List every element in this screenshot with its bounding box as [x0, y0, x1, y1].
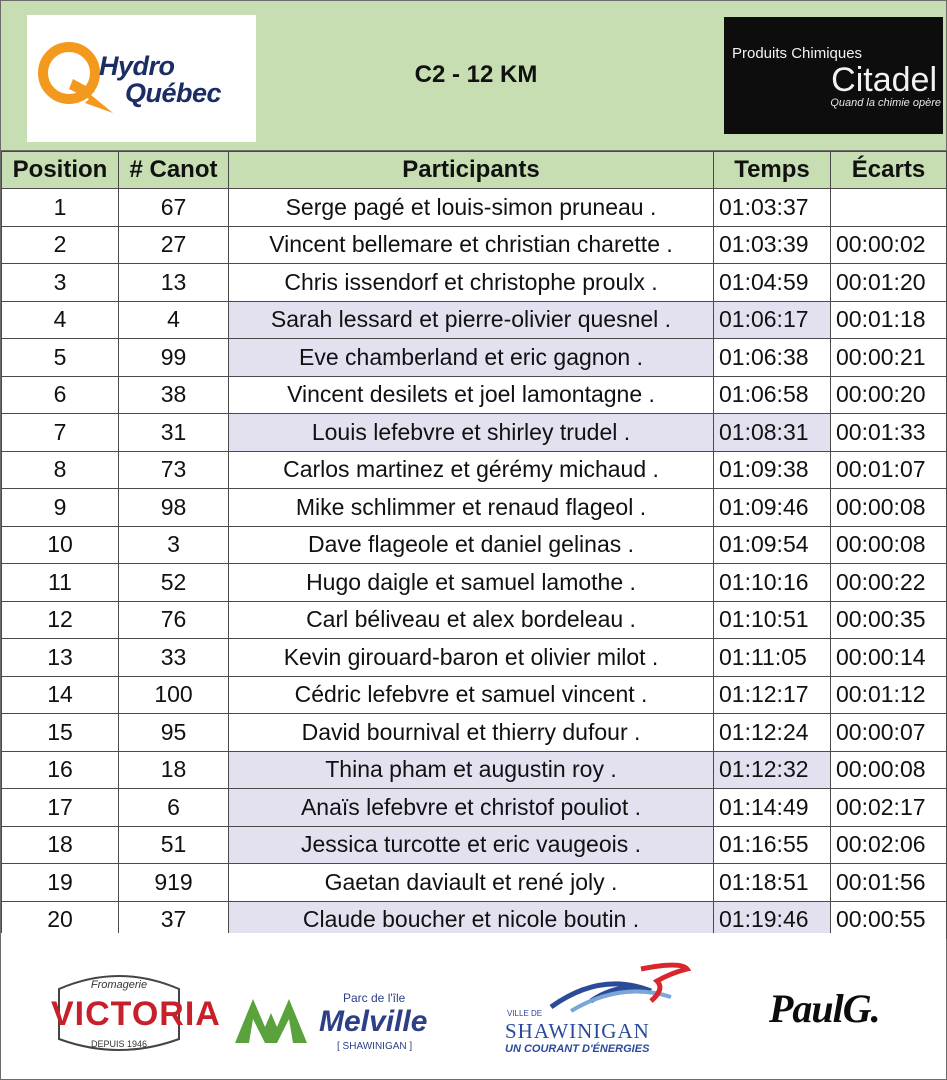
table-row [2, 264, 947, 302]
cell-position: 16 [2, 751, 119, 789]
shawinigan-ville: VILLE DE [507, 1009, 543, 1018]
melville-logo [233, 983, 453, 1063]
hydro-quebec-word1: Hydro [99, 51, 175, 81]
cell-participants: Anaïs lefebvre et christof pouliot . [229, 789, 714, 827]
victoria-sub: DEPUIS 1946 [90, 1039, 148, 1049]
cell-ecart: 00:00:55 [831, 901, 947, 939]
cell-canot: 38 [119, 376, 229, 414]
table-row [2, 189, 947, 227]
cell-position: 10 [2, 526, 119, 564]
cell-position: 12 [2, 601, 119, 639]
cell-temps: 01:04:59 [714, 264, 831, 302]
cell-canot: 67 [119, 189, 229, 227]
cell-position: 13 [2, 639, 119, 677]
shawinigan-wave-icon [541, 961, 691, 1017]
melville-small: Parc de l'île [343, 991, 406, 1005]
table-row [2, 751, 947, 789]
cell-canot: 98 [119, 489, 229, 527]
shawinigan-logo [501, 961, 691, 1061]
citadel-line1: Produits Chimiques [732, 45, 863, 62]
cell-canot: 37 [119, 901, 229, 939]
table-row [2, 826, 947, 864]
cell-participants: Gaetan daviault et rené joly . [229, 864, 714, 902]
cell-temps: 01:06:58 [714, 376, 831, 414]
table-row [2, 714, 947, 752]
header-band [1, 1, 946, 151]
cell-position: 11 [2, 564, 119, 602]
cell-participants: Eve chamberland et eric gagnon . [229, 339, 714, 377]
cell-position: 14 [2, 676, 119, 714]
citadel-tagline: Quand la chimie opère [830, 97, 941, 109]
cell-position: 3 [2, 264, 119, 302]
cell-ecart: 00:00:08 [831, 751, 947, 789]
cell-temps: 01:03:39 [714, 226, 831, 264]
cell-temps: 01:10:16 [714, 564, 831, 602]
cell-temps: 01:08:31 [714, 414, 831, 452]
table-row [2, 601, 947, 639]
cell-position: 6 [2, 376, 119, 414]
column-header-canot: # Canot [119, 152, 229, 189]
cell-participants: Kevin girouard-baron et olivier milot . [229, 639, 714, 677]
melville-name: Melville [319, 1005, 428, 1038]
cell-temps: 01:12:24 [714, 714, 831, 752]
cell-participants: Thina pham et augustin roy . [229, 751, 714, 789]
cell-temps: 01:19:46 [714, 901, 831, 939]
victoria-top: Fromagerie [90, 979, 148, 991]
cell-temps: 01:14:49 [714, 789, 831, 827]
cell-ecart: 00:01:07 [831, 451, 947, 489]
cell-position: 17 [2, 789, 119, 827]
shawinigan-sub: UN COURANT D'ÉNERGIES [505, 1043, 650, 1055]
cell-canot: 99 [119, 339, 229, 377]
cell-temps: 01:03:37 [714, 189, 831, 227]
cell-participants: Vincent desilets et joel lamontagne . [229, 376, 714, 414]
table-row [2, 489, 947, 527]
cell-canot: 73 [119, 451, 229, 489]
melville-mountains-icon [233, 991, 309, 1047]
cell-ecart: 00:00:14 [831, 639, 947, 677]
cell-participants: Carl béliveau et alex bordeleau . [229, 601, 714, 639]
cell-position: 20 [2, 901, 119, 939]
cell-temps: 01:09:46 [714, 489, 831, 527]
table-header-row [2, 152, 947, 189]
cell-ecart: 00:00:07 [831, 714, 947, 752]
cell-temps: 01:12:17 [714, 676, 831, 714]
cell-position: 18 [2, 826, 119, 864]
cell-ecart: 00:02:06 [831, 826, 947, 864]
cell-position: 7 [2, 414, 119, 452]
cell-ecart [831, 189, 947, 227]
table-row [2, 564, 947, 602]
cell-canot: 13 [119, 264, 229, 302]
cell-position: 19 [2, 864, 119, 902]
cell-temps: 01:06:38 [714, 339, 831, 377]
cell-position: 1 [2, 189, 119, 227]
shawinigan-name: SHAWINIGAN [505, 1019, 650, 1043]
cell-canot: 52 [119, 564, 229, 602]
cell-participants: Chris issendorf et christophe proulx . [229, 264, 714, 302]
cell-temps: 01:18:51 [714, 864, 831, 902]
cell-ecart: 00:01:20 [831, 264, 947, 302]
cell-ecart: 00:00:20 [831, 376, 947, 414]
cell-canot: 3 [119, 526, 229, 564]
cell-position: 8 [2, 451, 119, 489]
cell-position: 15 [2, 714, 119, 752]
cell-temps: 01:09:54 [714, 526, 831, 564]
cell-participants: Carlos martinez et gérémy michaud . [229, 451, 714, 489]
cell-temps: 01:09:38 [714, 451, 831, 489]
table-row [2, 676, 947, 714]
hydro-quebec-word2: Québec [125, 78, 222, 108]
cell-ecart: 00:00:02 [831, 226, 947, 264]
cell-ecart: 00:00:35 [831, 601, 947, 639]
cell-temps: 01:12:32 [714, 751, 831, 789]
cell-participants: Mike schlimmer et renaud flageol . [229, 489, 714, 527]
table-row [2, 376, 947, 414]
table-row [2, 864, 947, 902]
column-header-temps: Temps [714, 152, 831, 189]
cell-position: 2 [2, 226, 119, 264]
cell-participants: Sarah lessard et pierre-olivier quesnel . [229, 301, 714, 339]
cell-participants: Claude boucher et nicole boutin . [229, 901, 714, 939]
melville-sub: [ SHAWINIGAN ] [337, 1041, 413, 1052]
table-row [2, 639, 947, 677]
cell-canot: 76 [119, 601, 229, 639]
table-row [2, 226, 947, 264]
cell-participants: Jessica turcotte et eric vaugeois . [229, 826, 714, 864]
sponsor-footer [1, 933, 946, 1079]
victoria-logo [51, 969, 221, 1057]
table-row [2, 789, 947, 827]
cell-position: 9 [2, 489, 119, 527]
cell-ecart: 00:02:17 [831, 789, 947, 827]
column-header-ecarts: Écarts [831, 152, 947, 189]
cell-temps: 01:10:51 [714, 601, 831, 639]
cell-ecart: 00:01:18 [831, 301, 947, 339]
cell-participants: Dave flageole et daniel gelinas . [229, 526, 714, 564]
page-title: C2 - 12 KM [414, 61, 538, 88]
cell-position: 4 [2, 301, 119, 339]
cell-ecart: 00:01:12 [831, 676, 947, 714]
cell-canot: 919 [119, 864, 229, 902]
cell-canot: 95 [119, 714, 229, 752]
table-row [2, 526, 947, 564]
table-row [2, 301, 947, 339]
hydro-quebec-logo [27, 15, 256, 142]
cell-temps: 01:06:17 [714, 301, 831, 339]
citadel-logo [724, 17, 943, 134]
cell-temps: 01:11:05 [714, 639, 831, 677]
cell-temps: 01:16:55 [714, 826, 831, 864]
cell-ecart: 00:01:56 [831, 864, 947, 902]
column-header-position: Position [2, 152, 119, 189]
cell-canot: 100 [119, 676, 229, 714]
cell-position: 5 [2, 339, 119, 377]
table-row [2, 451, 947, 489]
cell-canot: 27 [119, 226, 229, 264]
citadel-line2: Citadel [831, 61, 937, 99]
cell-participants: Hugo daigle et samuel lamothe . [229, 564, 714, 602]
cell-participants: Louis lefebvre et shirley trudel . [229, 414, 714, 452]
cell-canot: 51 [119, 826, 229, 864]
cell-ecart: 00:00:08 [831, 526, 947, 564]
cell-ecart: 00:00:08 [831, 489, 947, 527]
table-row [2, 339, 947, 377]
cell-canot: 31 [119, 414, 229, 452]
cell-canot: 6 [119, 789, 229, 827]
results-table [1, 151, 947, 939]
paulg-logo: PaulG. [769, 986, 880, 1031]
cell-ecart: 00:01:33 [831, 414, 947, 452]
cell-canot: 4 [119, 301, 229, 339]
table-row [2, 414, 947, 452]
cell-canot: 18 [119, 751, 229, 789]
cell-participants: Cédric lefebvre et samuel vincent . [229, 676, 714, 714]
cell-ecart: 00:00:22 [831, 564, 947, 602]
column-header-participants: Participants [229, 152, 714, 189]
victoria-name: VICTORIA [51, 995, 221, 1033]
cell-participants: Vincent bellemare et christian charette . [229, 226, 714, 264]
cell-participants: David bournival et thierry dufour . [229, 714, 714, 752]
cell-ecart: 00:00:21 [831, 339, 947, 377]
cell-participants: Serge pagé et louis-simon pruneau . [229, 189, 714, 227]
cell-canot: 33 [119, 639, 229, 677]
